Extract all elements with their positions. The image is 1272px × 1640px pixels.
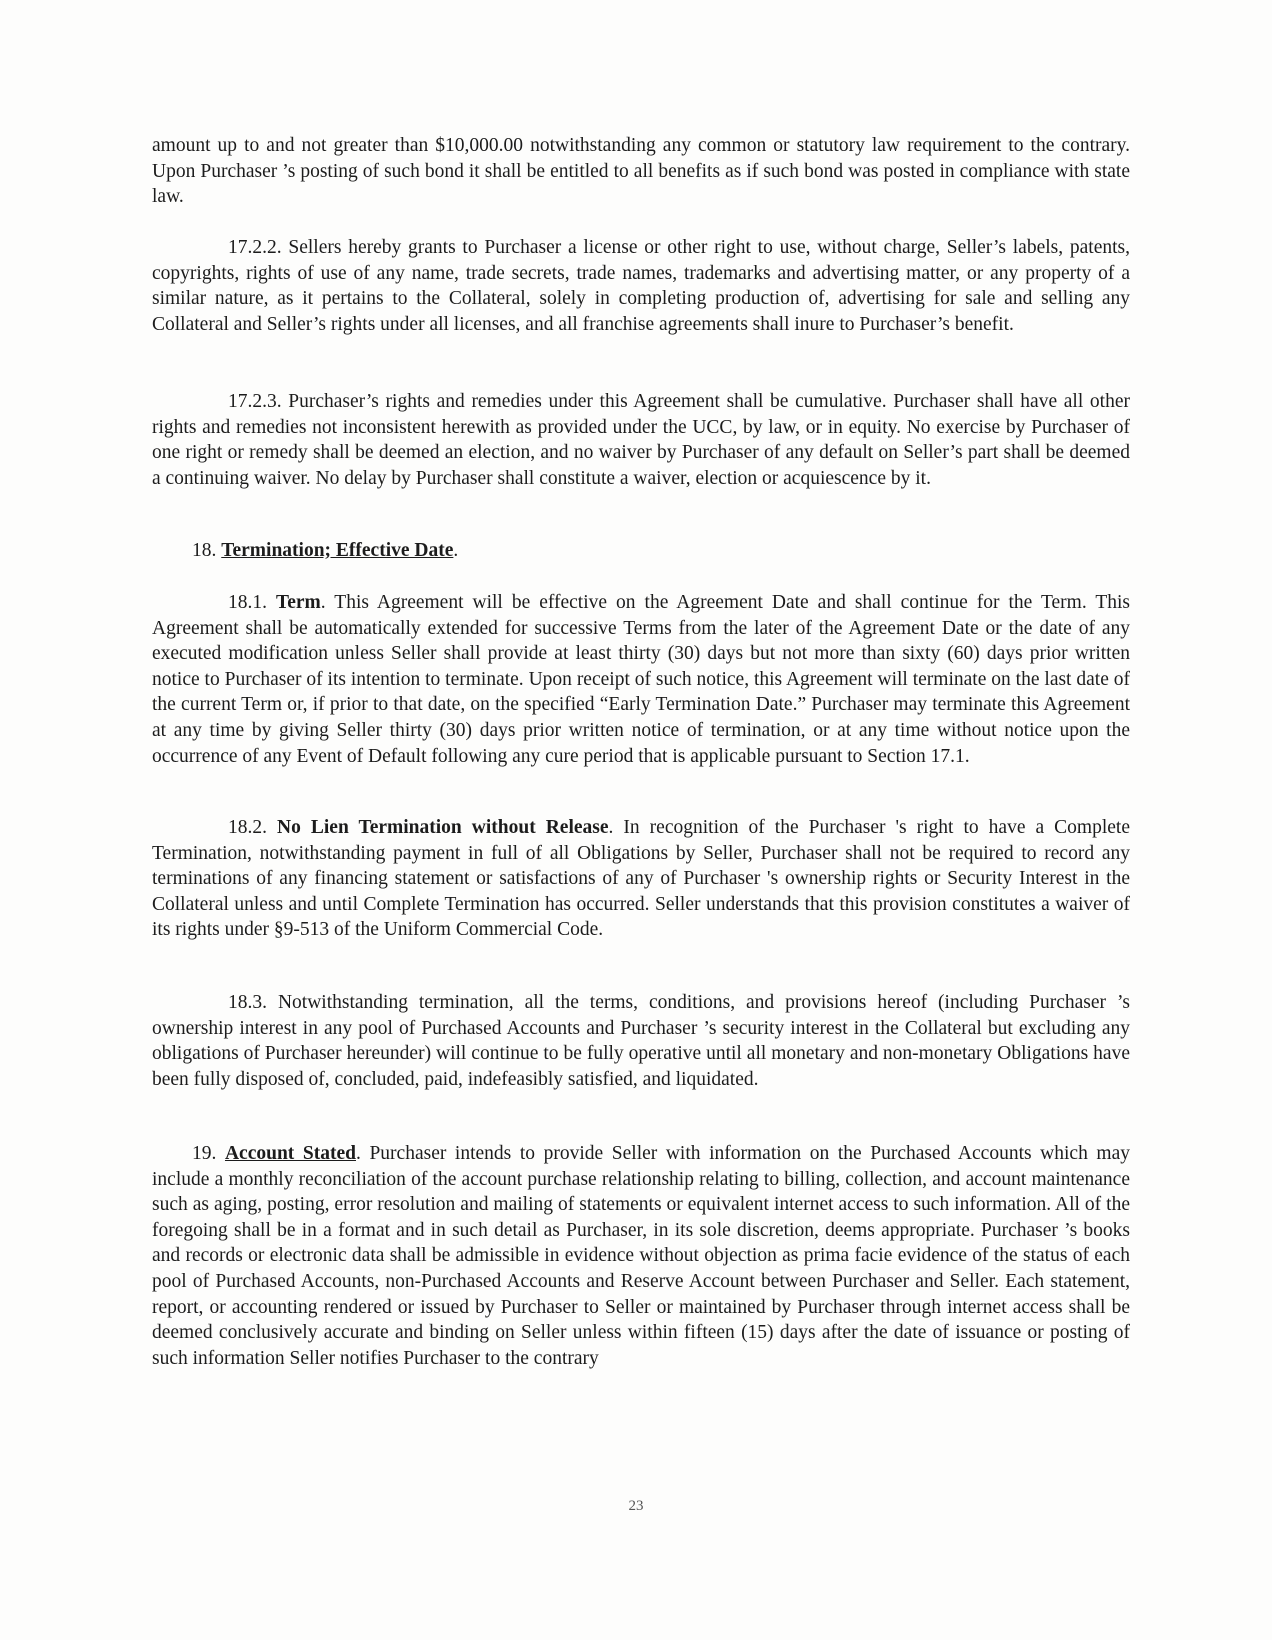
section-text: . Purchaser intends to provide Seller with information on the Purchased Accounts which may include a monthly reconciliation of the account purchase relationship relating to billing, collection, and account maintenance such as aging, posting, error resolution and mailing of statements or equivalent internet access to such information. All of the foregoing shall be in a format and in such detail as Purchaser, in its sole discretion, deems appropriate. Purchaser ’s books and records or electronic data shall be admissible in evidence without objection as prima facie evidence of the status of each pool of Purchased Accounts, non-Purchased Accounts and Reserve Account between Purchaser and Seller. Each statement, report, or accounting rendered or issued by Purchaser to Seller or maintained by Purchaser through internet access shall be deemed conclusively accurate and binding on Seller unless within fifteen (15) days after the date of issuance or posting of such information Seller notifies Purchaser to the contrary — [152, 1143, 1130, 1369]
section-18-heading — [192, 538, 458, 564]
paragraph-17-2-3 — [152, 389, 1130, 491]
paragraph-17-2-2 — [152, 235, 1130, 337]
clause-text: . In recognition of the Purchaser 's right to have a Complete Termination, notwithstanding payment in full of all Obligations by Seller, Purchaser shall not be required to record any terminations of any financing statement or satisfactions of any of Purchaser 's ownership rights or Security Interest in the Collateral unless and until Complete Termination has occurred. Seller understands that this provision constitutes a waiver of its rights under §9-513 of the Uniform Commercial Code. — [152, 817, 1130, 941]
paragraph-19 — [152, 1141, 1130, 1371]
paragraph-18-2 — [152, 815, 1130, 943]
clause-number: 18.2. — [228, 817, 278, 838]
section-number: 19. — [192, 1143, 225, 1164]
page-number: 23 — [628, 1498, 644, 1514]
paragraph-bond-continuation — [152, 133, 1130, 210]
clause-text: . This Agreement will be effective on the Agreement Date and shall continue for the Term. This Agreement shall be automatically extended for successive Terms from the later of the Agreement Date or the date of any executed modification unless Seller shall provide at least thirty (30) days but not more than sixty (60) days prior written notice to Purchaser of its intention to terminate. Upon receipt of such notice, this Agreement will terminate on the last date of the current Term or, if prior to that date, on the specified “Early Termination Date.” Purchaser may terminate this Agreement at any time by giving Seller thirty (30) days prior written notice of termination, or at any time without notice upon the occurrence of any Event of Default following any cure period that is applicable pursuant to Section 17.1. — [152, 592, 1131, 767]
paragraph-text: amount up to and not greater than $10,000.00 notwithstanding any common or statutory law requirement to the contrary. Upon Purchaser ’s posting of such bond it shall be entitled to all benefits as if such bond was posted in compliance with state law. — [152, 135, 1130, 208]
paragraph-text: 17.2.2. Sellers hereby grants to Purchaser a license or other right to use, without charge, Seller’s labels, patents, copyrights, rights of use of any name, trade secrets, trade names, trademarks and advertising matter, or any property of a similar nature, as it pertains to the Collateral, solely in completing production of, advertising for sale and selling any Collateral and Seller’s rights under all licenses, and all franchise agreements shall inure to Purchaser’s benefit. — [152, 237, 1130, 335]
paragraph-18-3 — [152, 990, 1130, 1092]
section-title: Account Stated — [224, 1143, 356, 1164]
paragraph-text — [152, 1141, 1130, 1371]
section-title-end: . — [453, 540, 459, 561]
paragraph-text: 18.3. Notwithstanding termination, all the terms, conditions, and provisions hereof (including Purchaser ’s ownership interest in any pool of Purchased Accounts and Purchaser ’s security interest in the Collateral but excluding any obligations of Purchaser hereunder) will continue to be fully operative until all monetary and non-monetary Obligations have been fully disposed of, concluded, paid, indefeasibly satisfied, and liquidated. — [152, 992, 1130, 1090]
paragraph-18-1 — [152, 590, 1130, 769]
paragraph-text — [152, 590, 1130, 769]
clause-title: No Lien Termination without Release — [277, 817, 609, 838]
clause-title: Term — [276, 592, 321, 613]
paragraph-text — [152, 815, 1130, 943]
section-number: 18. — [192, 540, 222, 561]
section-title: Termination; Effective Date — [221, 540, 454, 561]
paragraph-text: 17.2.3. Purchaser’s rights and remedies under this Agreement shall be cumulative. Purchaser shall have all other rights and remedies not inconsistent herewith as provided under the UCC, by law, or in equity. No exercise by Purchaser of one right or remedy shall be deemed an election, and no waiver by Purchaser of any default on Seller’s part shall be deemed a continuing waiver. No delay by Purchaser shall constitute a waiver, election or acquiescence by it. — [152, 391, 1130, 489]
clause-number: 18.1. — [228, 592, 276, 613]
